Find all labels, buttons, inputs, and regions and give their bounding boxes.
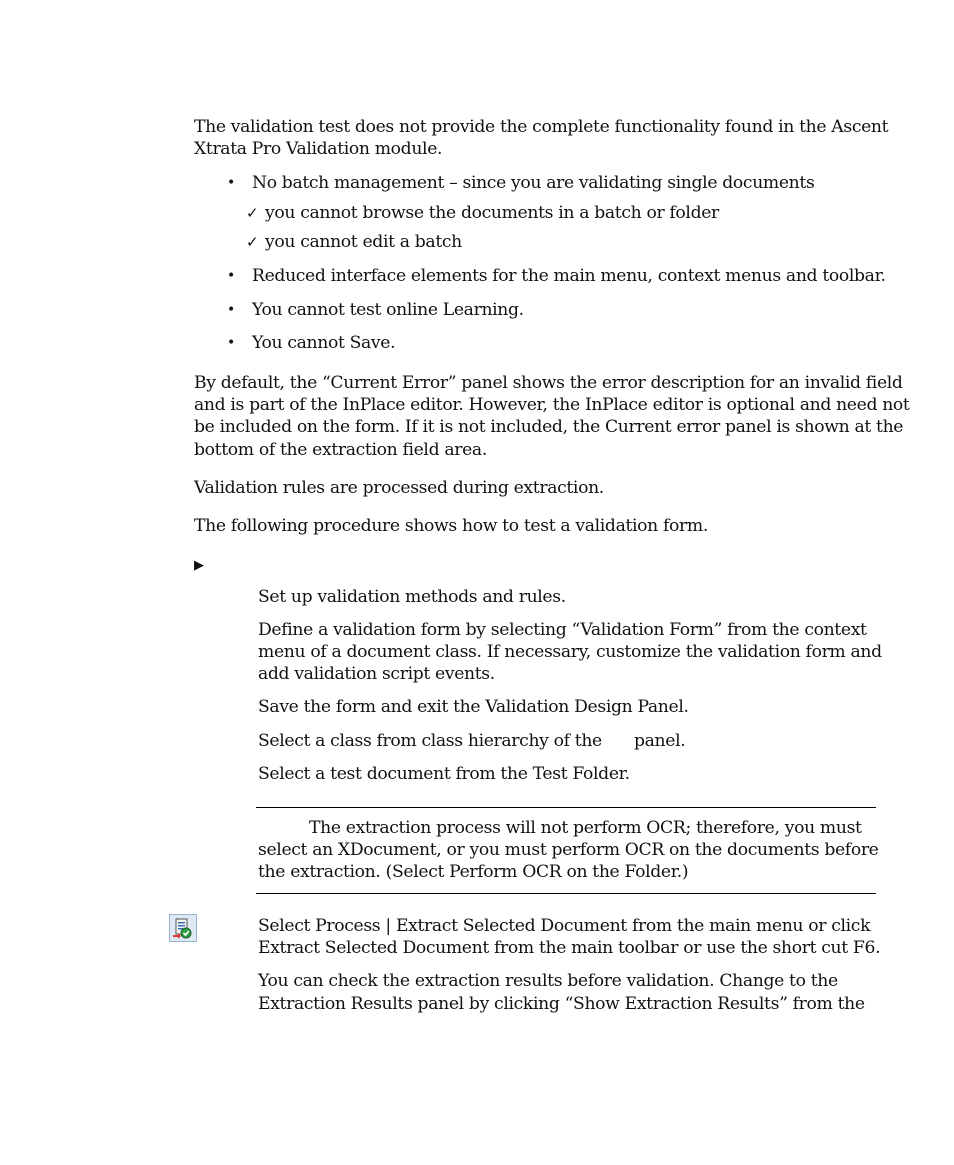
procedure-intro: The following procedure shows how to test a validation form. (194, 516, 708, 536)
extract-document-icon (169, 914, 197, 942)
error-para-line-4: bottom of the extraction field area. (194, 440, 487, 460)
bullet-marker: • (227, 335, 236, 351)
step-2-line-3: add validation script events. (258, 664, 495, 684)
step-4-panel: panel. (634, 731, 686, 751)
step-3: Save the form and exit the Validation Design Panel. (258, 697, 689, 717)
step-7-line-2: Extraction Results panel by clicking “Show Extraction Results” from the (258, 994, 865, 1014)
step-4-text: Select a class from class hierarchy of the (258, 731, 602, 751)
step-6-line-2: Extract Selected Document from the main toolbar or use the short cut F6. (258, 938, 881, 958)
intro-line-1: The validation test does not provide the complete functionality found in the Ascent (194, 117, 889, 137)
note-line-3: the extraction. (Select Perform OCR on the Folder.) (258, 862, 689, 882)
step-6-line-1: Select Process | Extract Selected Document from the main menu or click (258, 916, 871, 936)
error-para-line-2: and is part of the InPlace editor. However, the InPlace editor is optional and need not (194, 395, 910, 415)
step-2-line-1: Define a validation form by selecting “Validation Form” from the context (258, 620, 867, 640)
bullet-marker: • (227, 175, 236, 191)
bullet-text-save: You cannot Save. (252, 333, 396, 353)
step-1: Set up validation methods and rules. (258, 587, 566, 607)
error-para-line-3: be included on the form. If it is not included, the Current error panel is shown at the (194, 417, 904, 437)
note-line-2: select an XDocument, or you must perform OCR on the documents before (258, 840, 879, 860)
error-para-line-1: By default, the “Current Error” panel shows the error description for an invalid field (194, 373, 903, 393)
note-line-1: The extraction process will not perform OCR; therefore, you must (309, 818, 862, 838)
step-7-line-1: You can check the extraction results before validation. Change to the (258, 971, 838, 991)
bullet-marker: • (227, 268, 236, 284)
subitem-text-edit: you cannot edit a batch (265, 232, 462, 252)
intro-line-2: Xtrata Pro Validation module. (194, 139, 443, 159)
note-top-rule (256, 807, 876, 808)
check-icon: ✓ (246, 204, 259, 222)
bullet-text-batch: No batch management – since you are validating single documents (252, 173, 815, 193)
procedure-arrow-icon: ▶ (194, 558, 204, 573)
bullet-text-interface: Reduced interface elements for the main menu, context menus and toolbar. (252, 266, 886, 286)
bullet-text-learning: You cannot test online Learning. (252, 300, 524, 320)
bullet-marker: • (227, 302, 236, 318)
step-5: Select a test document from the Test Folder. (258, 764, 630, 784)
step-2-line-2: menu of a document class. If necessary, customize the validation form and (258, 642, 882, 662)
note-bottom-rule (256, 893, 876, 894)
rules-paragraph: Validation rules are processed during extraction. (194, 478, 604, 498)
subitem-text-browse: you cannot browse the documents in a batch or folder (265, 203, 719, 223)
check-icon: ✓ (246, 233, 259, 251)
